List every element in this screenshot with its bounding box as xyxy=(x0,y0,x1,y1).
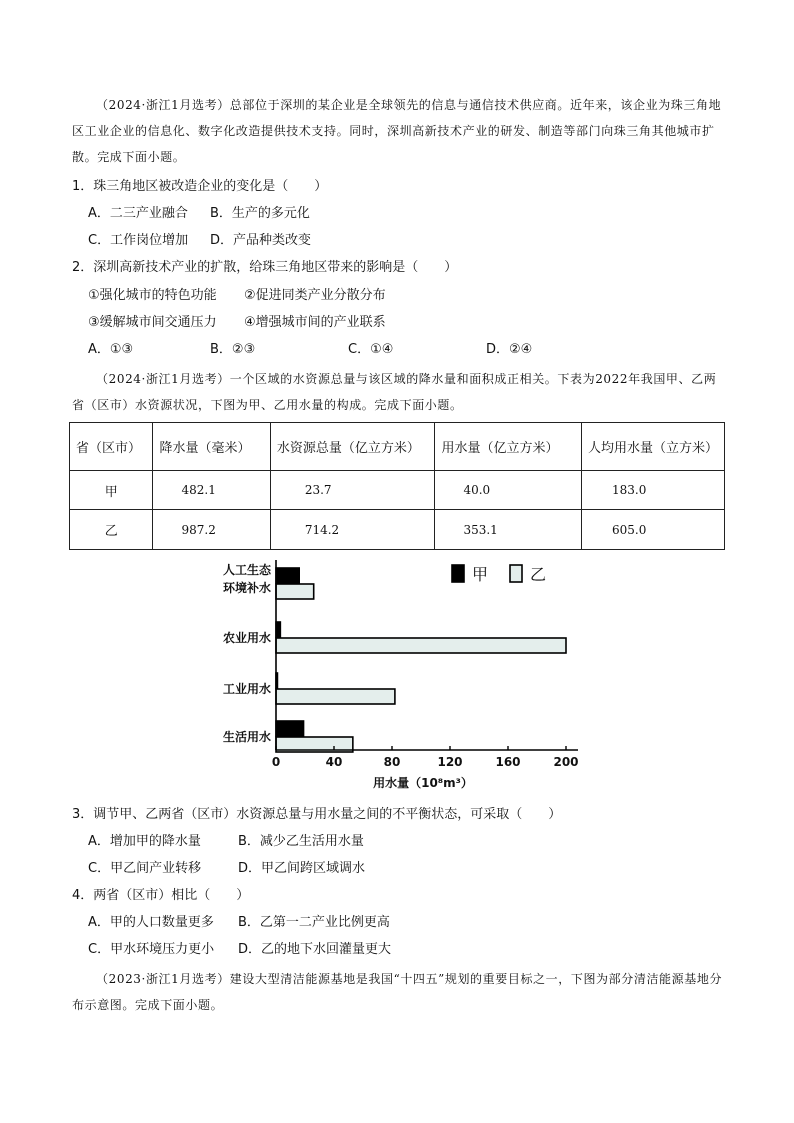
legend-swatch-甲 xyxy=(452,565,464,582)
table-header: 人均用水量（立方米） xyxy=(581,423,724,471)
q1-option-a[interactable]: A．二三产业融合 xyxy=(88,206,188,221)
legend-label: 乙 xyxy=(530,565,547,584)
bar-甲-3 xyxy=(276,721,304,736)
table-cell: 987.2 xyxy=(153,510,270,550)
q1-option-c[interactable]: C．工作岗位增加 xyxy=(88,233,189,248)
table-cell: 714.2 xyxy=(270,510,435,550)
table-cell: 605.0 xyxy=(581,510,724,550)
table-cell: 183.0 xyxy=(581,470,724,510)
table-cell: 40.0 xyxy=(435,470,582,510)
table-header: 用水量（亿立方米） xyxy=(435,423,582,471)
category-label: 工业用水 xyxy=(222,682,271,696)
category-label: 环境补水 xyxy=(222,581,271,595)
table-cell: 乙 xyxy=(70,510,153,550)
category-label: 农业用水 xyxy=(222,631,271,645)
table-cell: 23.7 xyxy=(270,470,435,510)
table-row xyxy=(70,510,725,550)
x-tick-label: 160 xyxy=(495,755,521,769)
question-3-stem: 3．调节甲、乙两省（区市）水资源总量与用水量之间的不平衡状态，可采取（ ） xyxy=(72,807,562,822)
question-1-stem: 1．珠三角地区被改造企业的变化是（ ） xyxy=(72,179,328,194)
passage-intro-1: （2024·浙江1月选考）总部位于深圳的某企业是全球领先的信息与通信技术供应商。近年来，该企业为珠三角地区工业企业的信息化、数字化改造提供技术支持。同时，深圳高新技术产业的研发、制造等部门向珠三角其他城市扩散。完成下面小题。 xyxy=(72,98,722,164)
question-2-stem: 2．深圳高新技术产业的扩散，给珠三角地区带来的影响是（ ） xyxy=(72,260,458,275)
q2-statement-2: ②促进同类产业分散分布 xyxy=(244,288,386,303)
table-header-row xyxy=(70,423,725,471)
legend-swatch-乙 xyxy=(510,565,522,582)
q2-statement-1: ①强化城市的特色功能 xyxy=(88,288,217,303)
q3-option-b[interactable]: B．减少乙生活用水量 xyxy=(238,834,364,849)
x-axis-label: 用水量（10⁸m³） xyxy=(373,776,473,790)
q4-option-d[interactable]: D．乙的地下水回灌量更大 xyxy=(238,942,392,957)
q2-option-d[interactable]: D．②④ xyxy=(486,342,533,357)
bar-乙-2 xyxy=(276,689,395,704)
table-row xyxy=(70,470,725,510)
water-use-bar-chart xyxy=(205,555,595,795)
table-cell: 甲 xyxy=(70,470,153,510)
table-header: 省（区市） xyxy=(70,423,153,471)
q4-option-a[interactable]: A．甲的人口数量更多 xyxy=(88,915,214,930)
q2-option-b[interactable]: B．②③ xyxy=(210,342,256,357)
q1-option-d[interactable]: D．产品种类改变 xyxy=(210,233,312,248)
q1-option-b[interactable]: B．生产的多元化 xyxy=(210,206,310,221)
q2-statement-3: ③缓解城市间交通压力 xyxy=(88,315,217,330)
legend-label: 甲 xyxy=(472,565,489,584)
x-tick-label: 200 xyxy=(553,755,579,769)
x-tick-label: 40 xyxy=(325,755,343,769)
q2-option-c[interactable]: C．①④ xyxy=(348,342,394,357)
x-tick-label: 80 xyxy=(383,755,401,769)
category-label: 人工生态 xyxy=(222,563,271,577)
table-cell: 353.1 xyxy=(435,510,582,550)
q2-option-a[interactable]: A．①③ xyxy=(88,342,134,357)
q4-option-c[interactable]: C．甲水环境压力更小 xyxy=(88,942,215,957)
q3-option-d[interactable]: D．甲乙间跨区域调水 xyxy=(238,861,366,876)
q2-statement-4: ④增强城市间的产业联系 xyxy=(244,315,386,330)
water-resources-table xyxy=(69,422,725,550)
question-4-stem: 4．两省（区市）相比（ ） xyxy=(72,888,250,903)
q3-option-a[interactable]: A．增加甲的降水量 xyxy=(88,834,201,849)
q3-option-c[interactable]: C．甲乙间产业转移 xyxy=(88,861,202,876)
q4-option-b[interactable]: B．乙第一二产业比例更高 xyxy=(238,915,390,930)
table-header: 降水量（毫米） xyxy=(153,423,270,471)
bar-甲-0 xyxy=(276,568,299,583)
table-cell: 482.1 xyxy=(153,470,270,510)
x-tick-label: 0 xyxy=(271,755,281,769)
category-label: 生活用水 xyxy=(222,730,271,744)
passage-intro-3: （2023·浙江1月选考）建设大型清洁能源基地是我国“十四五”规划的重要目标之一，下图为部分清洁能源基地分布示意图。完成下面小题。 xyxy=(72,972,723,1012)
passage-intro-2: （2024·浙江1月选考）一个区域的水资源总量与该区域的降水量和面积成正相关。下表为2022年我国甲、乙两省（区市）水资源状况，下图为甲、乙用水量的构成。完成下面小题。 xyxy=(72,372,717,412)
bar-乙-1 xyxy=(276,638,566,653)
bar-乙-0 xyxy=(276,584,314,599)
x-tick-label: 120 xyxy=(437,755,463,769)
table-header: 水资源总量（亿立方米） xyxy=(270,423,435,471)
